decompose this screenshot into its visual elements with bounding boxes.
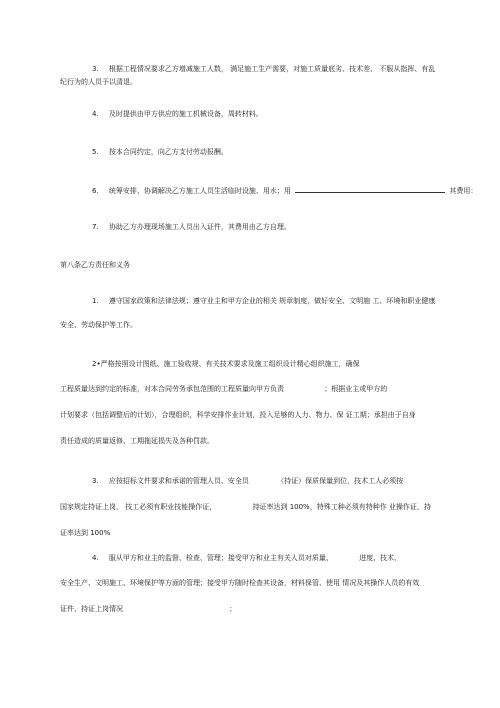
clause-3-line-1 <box>92 477 403 486</box>
item-6-text-end: 其费用： <box>449 187 478 195</box>
clause-2-line-4: 责任造成的质量返修、工期拖延损失及各种罚款。 <box>60 437 214 445</box>
item-6 <box>92 186 477 196</box>
item-3-text: 根据工程情况要求乙方增减施工人数， 满足施工生产需要，对施工质量底劣、技术差、 不服从指挥、有乱 <box>108 65 436 73</box>
clause-3-line-2-b: 持证率达到 100%，特殊工种必须有特种作 业操作证，持 <box>252 503 431 511</box>
clause-2-line-1: 2•严格按照设计图纸、施工验收规、有关技术要求及施工组织设计精心组织施工，确保 <box>92 360 360 368</box>
item-7-text: 协助乙方办理现场施工人员出入证件，其费用由乙方自理。 <box>108 223 291 231</box>
clause-3-line-1-b: （持证）保质保量到位，技术工人必须按 <box>277 477 404 485</box>
clause-4-line-1-b: 进度、技术、 <box>359 554 402 562</box>
clause-4-line-1 <box>92 554 401 563</box>
clause-3-line-2 <box>60 503 431 512</box>
item-4-number: 4. <box>92 110 99 118</box>
clause-4-line-1-a: 服从甲方和业主的监督、检查、管理；接受甲方和业主有关人员对质量、 <box>108 554 333 562</box>
item-5-text: 按本合同约定，向乙方支付劳动报酬。 <box>108 148 228 156</box>
item-6-number: 6. <box>92 187 99 195</box>
item-5-number: 5. <box>92 148 99 156</box>
item-5 <box>92 148 228 157</box>
item-3-line-1 <box>92 65 435 74</box>
fill-in-blank <box>295 186 445 193</box>
clause-3-line-2-a: 国家规定持证上岗， 技工必须有职业技能操作证， <box>60 503 217 511</box>
clause-3-line-3: 证率达到 100% <box>60 529 111 537</box>
clause-4-line-3-b: ； <box>229 605 237 613</box>
item-7 <box>92 223 291 232</box>
item-6-text: 统筹安排、协调解决乙方施工人员生活临时设施、用水；用 <box>108 187 291 195</box>
article-8-heading: 第八条乙方责任和义务 <box>60 261 130 269</box>
clause-1-number: 1. <box>92 297 99 305</box>
clause-1-text: 遵守国家政策和法律法规；遵守业主和甲方企业的相关 规章制度，做好安全、文明施 工、环境和职业健康 <box>108 297 436 305</box>
item-4-text: 及时提供由甲方供应的施工机械设备，周转材料。 <box>108 110 263 118</box>
clause-2-line-2-b: ；根据业主或甲方的 <box>324 385 388 393</box>
clause-3-line-1-a: 应按招标文件要求和承诺的管理人员、安全员 <box>108 477 249 485</box>
clause-4-line-3 <box>60 605 236 614</box>
clause-3-number: 3. <box>92 477 99 485</box>
clause-4-number: 4. <box>92 554 99 562</box>
clause-2-line-3: 计划要求（包括调整后的计划），合理组织，科学安排作业计划，投入足够的人力、物力、保 证工期；承担由于自身 <box>60 411 416 419</box>
item-4 <box>92 110 263 119</box>
item-3-line-2: 纪行为的人员予以清退。 <box>60 78 137 86</box>
clause-2-line-2 <box>60 385 387 394</box>
clause-2-line-2-a: 工程质量达到约定的标准，对本合同劳务承包范围的工程质量向甲方负责 <box>60 385 284 393</box>
item-3-number: 3. <box>92 65 99 73</box>
item-7-number: 7. <box>92 223 99 231</box>
clause-4-line-3-a: 证件、持证上岗情况 <box>60 605 123 613</box>
clause-1-line-2: 安全、劳动保护等工作。 <box>60 321 137 329</box>
clause-4-line-2: 安全生产、文明施工、环境保护等方面的管理；接受甲方随时检查其设备，材料保管、使用 情况及其操作人员的有效 <box>60 579 420 587</box>
clause-1-line-1 <box>92 297 435 306</box>
